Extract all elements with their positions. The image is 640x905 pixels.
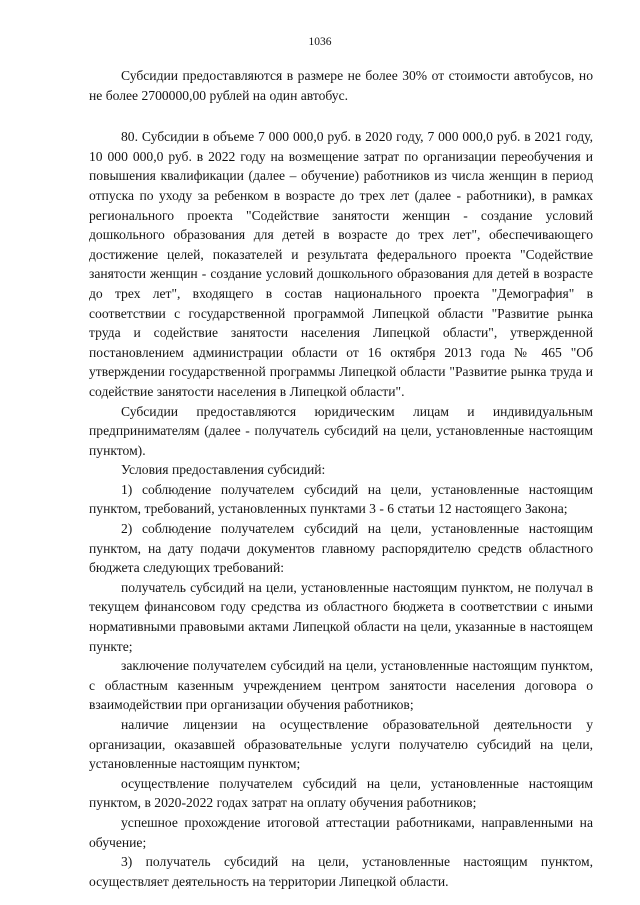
paragraph-condition-1: 1) соблюдение получателем субсидий на цели, установленные настоящим пунктом, требований, установленных пунктами 3 - 6 статьи 12 настоящего Закона; (89, 481, 593, 517)
paragraph-conditions-heading: Условия предоставления субсидий: (121, 462, 326, 478)
paragraph-requirement-no-funds: получатель субсидий на цели, установленные настоящим пунктом, не получал в текущем финансовом году средства из областного бюджета в соответствии с иными нормативными правовыми актами Липецкой области на цели, указанные в настоящем пункте; (89, 579, 593, 654)
paragraph-requirement-license: наличие лицензии на осуществление образовательной деятельности у организации, оказавшей образовательные услуги получателю субсидий на цели, установленные настоящим пунктом; (89, 717, 593, 772)
paragraph-condition-3: 3) получатель субсидий на цели, установленные настоящим пунктом, осуществляет деятельность на территории Липецкой области. (89, 854, 593, 889)
paragraph-recipients: Субсидии предоставляются юридическим лицам и индивидуальным предпринимателям (далее - получатель субсидий на цели, установленные настоящим пунктом). (89, 403, 593, 458)
paragraph-bus-subsidy: Субсидии предоставляются в размере не более 30% от стоимости автобусов, но не более 2700000,00 рублей на один автобус. (89, 68, 593, 103)
document-body (89, 66, 593, 891)
paragraph-requirement-costs: осуществление получателем субсидий на цели, установленные настоящим пунктом, в 2020-2022 годах затрат на оплату обучения работников; (89, 775, 593, 811)
page-number: 1036 (308, 36, 332, 48)
paragraph-item-80: 80. Субсидии в объеме 7 000 000,0 руб. в 2020 году, 7 000 000,0 руб. в 2021 году, 10 000 000,0 руб. в 2022 году на возмещение затрат по организации переобучения и повышения квалификации (далее – обучение) работников из числа женщин в период отпуска по уходу за ребенком в возрасте до трех лет (далее - работники), в рамках регионального проекта "Содействие занятости женщин - создание условий дошкольного образования для детей в возрасте до трех лет", обеспечивающего достижение целей, показателей и результата федерального проекта "Содействие занятости женщин - создание условий дошкольного образования для детей в возрасте до трех лет", входящего в состав национального проекта "Демография" в соответствии с государственной программой Липецкой области "Развитие рынка труда и содействие занятости населения Липецкой области", утвержденной постановлением администрации области от 16 октября 2013 года № 465 "Об утверждении государственной программы Липецкой области "Развитие рынка труда и содействие занятости населения в Липецкой области". (89, 129, 593, 399)
paragraph-condition-2: 2) соблюдение получателем субсидий на цели, установленные настоящим пунктом, на дату подачи документов главному распорядителю средств областного бюджета следующих требований: (89, 521, 593, 576)
paragraph-requirement-attestation: успешное прохождение итоговой аттестации работниками, направленными на обучение; (89, 814, 593, 850)
paragraph-gap (89, 105, 593, 127)
paragraph-requirement-agreement: заключение получателем субсидий на цели, установленные настоящим пунктом, с областным казенным учреждением центром занятости населения договора о взаимодействии при организации обучения работников; (89, 658, 593, 713)
